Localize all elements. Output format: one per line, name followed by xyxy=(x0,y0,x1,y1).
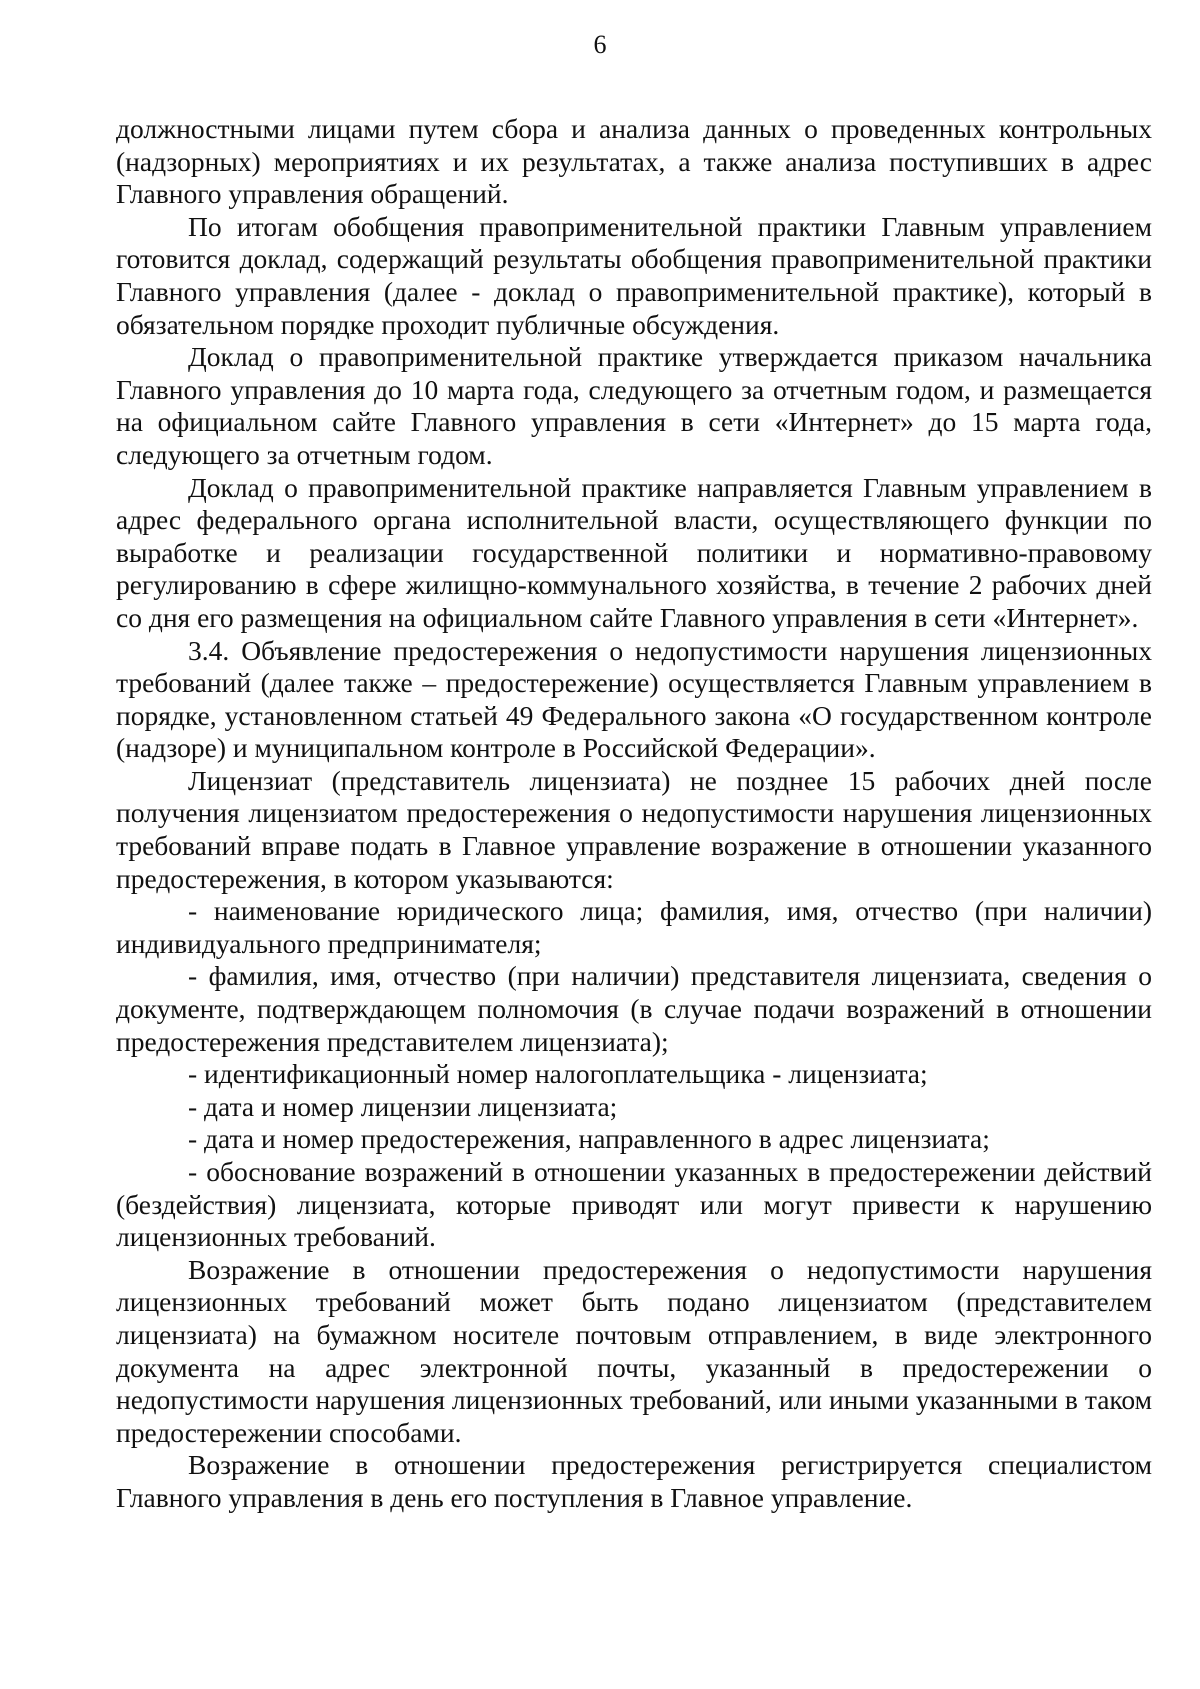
list-item: - дата и номер предостережения, направленного в адрес лицензиата; xyxy=(188,1123,990,1155)
paragraph: Доклад о правоприменительной практике направляется Главным управлением в адрес федерального органа исполнительной власти, осуществляющего функции по выработке и реализации государственной политики и нормативно-правовому регулированию в сфере жилищно-коммунального хозяйства, в течение 2 рабочих дней со дня его размещения на официальном сайте Главного управления в сети «Интернет». xyxy=(116,471,1152,633)
paragraph: Возражение в отношении предостережения о недопустимости нарушения лицензионных требований может быть подано лицензиатом (представителем лицензиата) на бумажном носителе почтовым отправлением, в виде электронного документа на адрес электронной почты, указанный в предостережении о недопустимости нарушения лицензионных требований, или иными указанными в таком предостережении способами. xyxy=(116,1253,1152,1448)
paragraph: Возражение в отношении предостережения регистрируется специалистом Главного управления в день его поступления в Главное управление. xyxy=(116,1449,1152,1513)
list-item: - наименование юридического лица; фамилия, имя, отчество (при наличии) индивидуального предпринимателя; xyxy=(116,895,1152,959)
list-item: - дата и номер лицензии лицензиата; xyxy=(188,1090,618,1122)
document-body xyxy=(116,113,1152,1515)
list-item: - фамилия, имя, отчество (при наличии) представителя лицензиата, сведения о документе, подтверждающем полномочия (в случае подачи возражений в отношении предостережения представителем лицензиата); xyxy=(116,960,1152,1057)
paragraph: Доклад о правоприменительной практике утверждается приказом начальника Главного управления до 10 марта года, следующего за отчетным годом, и размещается на официальном сайте Главного управления в сети «Интернет» до 15 марта года, следующего за отчетным годом. xyxy=(116,341,1152,470)
paragraph: должностными лицами путем сбора и анализа данных о проведенных контрольных (надзорных) мероприятиях и их результатах, а также анализа поступивших в адрес Главного управления обращений. xyxy=(116,113,1152,210)
section-paragraph-3-4: 3.4. Объявление предостережения о недопустимости нарушения лицензионных требований (далее также – предостережение) осуществляется Главным управлением в порядке, установленном статьей 49 Федерального закона «О государственном контроле (надзоре) и муниципальном контроле в Российской Федерации». xyxy=(116,634,1152,764)
paragraph: Лицензиат (представитель лицензиата) не позднее 15 рабочих дней после получения лицензиатом предостережения о недопустимости нарушения лицензионных требований вправе подать в Главное управление возражение в отношении указанного предостережения, в котором указываются: xyxy=(116,764,1152,894)
list-item: - идентификационный номер налогоплательщика - лицензиата; xyxy=(188,1058,928,1090)
paragraph: По итогам обобщения правоприменительной практики Главным управлением готовится доклад, содержащий результаты обобщения правоприменительной практики Главного управления (далее - доклад о правоприменительной практике), который в обязательном порядке проходит публичные обсуждения. xyxy=(116,210,1152,340)
page-number: 6 xyxy=(593,30,607,59)
list-item: - обоснование возражений в отношении указанных в предостережении действий (бездействия) лицензиата, которые приводят или могут привести к нарушению лицензионных требований. xyxy=(116,1156,1152,1253)
